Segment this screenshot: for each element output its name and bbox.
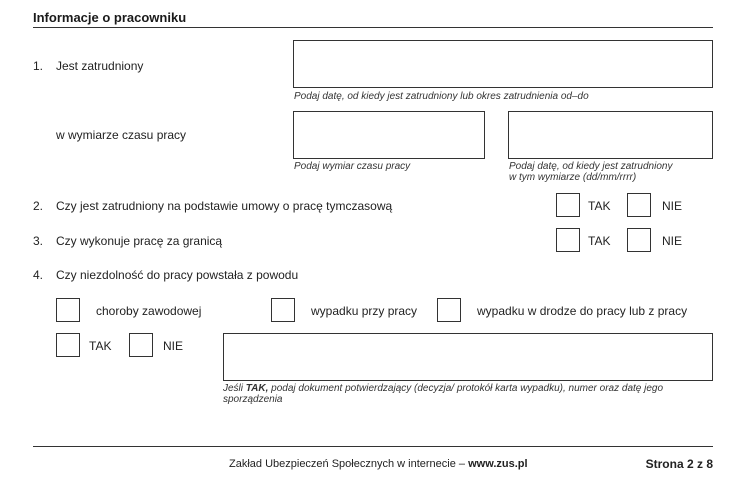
q3-no-label: NIE xyxy=(662,234,683,248)
q4-no-checkbox[interactable] xyxy=(129,333,153,357)
q2-number: 2. xyxy=(33,199,44,213)
q4-number: 4. xyxy=(33,268,44,282)
worktime-date-hint-line1: Podaj datę, od kiedy jest zatrudniony xyxy=(509,161,673,172)
work-accident-label: wypadku przy pracy xyxy=(311,304,418,318)
employment-date-hint: Podaj datę, od kiedy jest zatrudniony lub okres zatrudnienia od–do xyxy=(294,91,589,102)
accident-document-hint-line2: sporządzenia xyxy=(223,394,283,405)
q4-no-label: NIE xyxy=(163,339,184,353)
q1-label: Jest zatrudniony xyxy=(56,59,144,73)
worktime-hint: Podaj wymiar czasu pracy xyxy=(294,161,411,172)
commute-accident-label: wypadku w drodze do pracy lub z pracy xyxy=(477,304,688,318)
q3-no-checkbox[interactable] xyxy=(627,228,651,252)
q2-label: Czy jest zatrudniony na podstawie umowy o pracę tymczasową xyxy=(56,199,393,213)
footer-url[interactable]: www.zus.pl xyxy=(468,458,528,470)
footer-divider xyxy=(33,446,713,447)
commute-accident-checkbox[interactable] xyxy=(437,298,461,322)
q3-label: Czy wykonuje pracę za granicą xyxy=(56,234,223,248)
section-title: Informacje o pracowniku xyxy=(33,10,187,25)
q3-number: 3. xyxy=(33,234,44,248)
employment-date-field[interactable] xyxy=(293,40,713,88)
worktime-date-hint-line2: w tym wymiarze (dd/mm/rrrr) xyxy=(509,172,637,183)
q2-yes-checkbox[interactable] xyxy=(556,193,580,217)
footer-text: Zakład Ubezpieczeń Społecznych w internecie – www.zus.pl xyxy=(229,458,528,470)
q2-no-checkbox[interactable] xyxy=(627,193,651,217)
work-accident-checkbox[interactable] xyxy=(271,298,295,322)
q1-number: 1. xyxy=(33,59,44,73)
worktime-date-field[interactable] xyxy=(508,111,713,159)
accident-document-field[interactable] xyxy=(223,333,713,381)
occupational-disease-label: choroby zawodowej xyxy=(96,304,202,318)
q4-label: Czy niezdolność do pracy powstała z powodu xyxy=(56,268,299,282)
q4-yes-label: TAK xyxy=(89,339,112,353)
q3-yes-label: TAK xyxy=(588,234,611,248)
worktime-label: w wymiarze czasu pracy xyxy=(56,128,187,142)
accident-document-hint: Jeśli TAK, podaj dokument potwierdzający (decyzja/ protokół karta wypadku), numer oraz datę jego xyxy=(223,383,664,394)
occupational-disease-checkbox[interactable] xyxy=(56,298,80,322)
worktime-field[interactable] xyxy=(293,111,485,159)
q2-no-label: NIE xyxy=(662,199,683,213)
q3-yes-checkbox[interactable] xyxy=(556,228,580,252)
q2-yes-label: TAK xyxy=(588,199,611,213)
q4-yes-checkbox[interactable] xyxy=(56,333,80,357)
section-divider xyxy=(33,27,713,28)
page-number: Strona 2 z 8 xyxy=(645,457,713,471)
